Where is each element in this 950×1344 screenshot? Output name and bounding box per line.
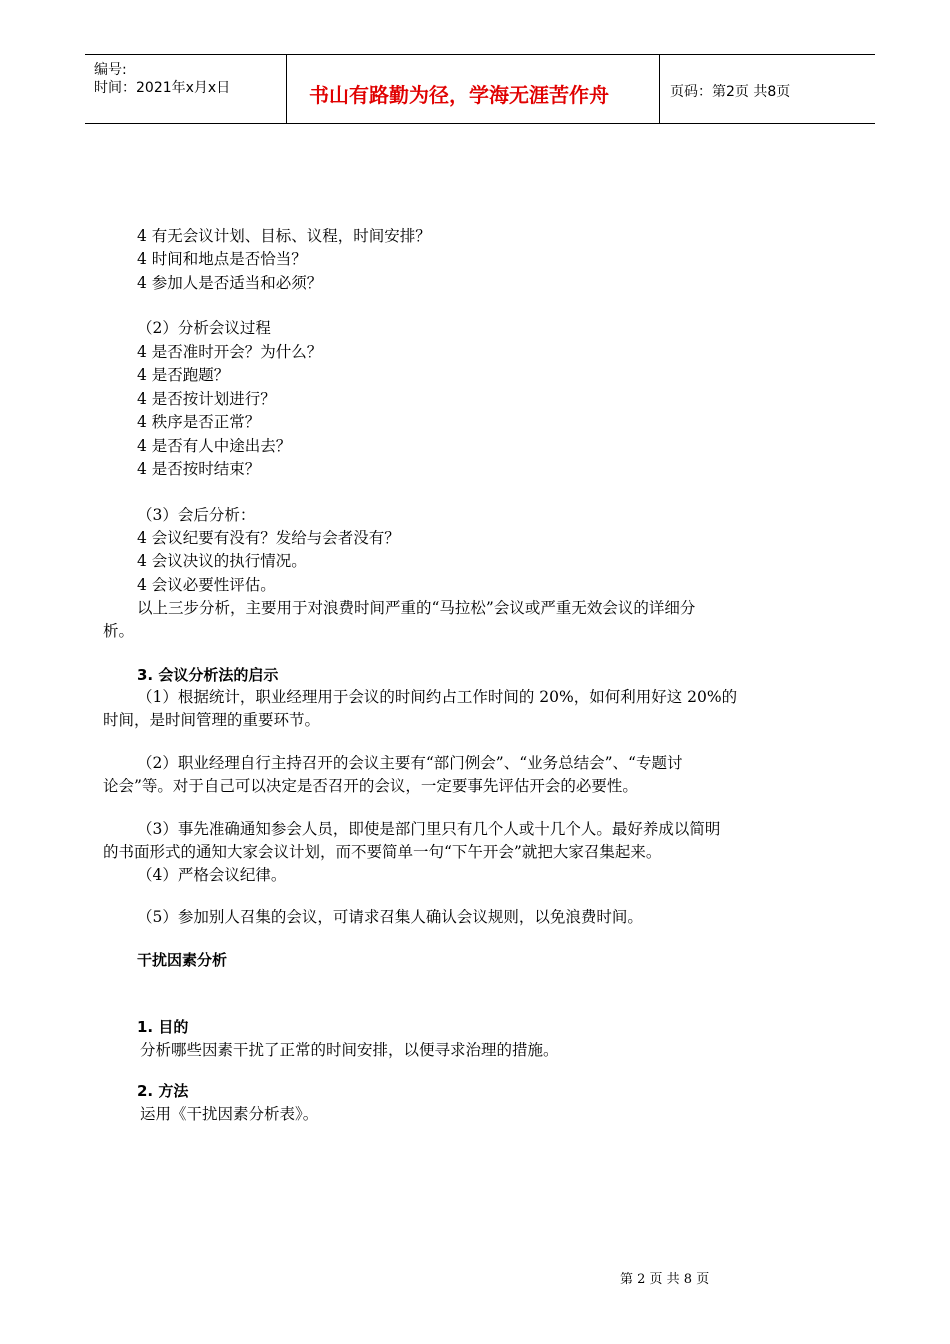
paragraph-line: 析。 (103, 622, 135, 640)
motto: 书山有路勤为径，学海无涯苦作舟 (309, 83, 609, 107)
paragraph-line: 4 是否有人中途出去？ (137, 437, 292, 455)
paragraph-line: 论会”等。对于自己可以决定是否召开的会议，一定要事先评估开会的必要性。 (103, 777, 638, 795)
number-label: 编号: (94, 62, 127, 78)
paragraph-line: 分析哪些因素干扰了正常的时间安排，以便寻求治理的措施。 (140, 1041, 559, 1059)
section-heading: 干扰因素分析 (137, 951, 228, 969)
paragraph-line: （3）事先准确通知参会人员，即使是部门里只有几个人或十几个人。最好养成以简明 (137, 820, 721, 838)
paragraph-line: 4 是否按时结束？ (137, 460, 261, 478)
paragraph-line: 4 会议决议的执行情况。 (137, 552, 307, 570)
paragraph-line: （5）参加别人召集的会议，可请求召集人确认会议规则，以免浪费时间。 (137, 908, 643, 926)
paragraph-line: 4 时间和地点是否恰当？ (137, 250, 307, 268)
paragraph-line: （4）严格会议纪律。 (137, 866, 287, 884)
page-label: 页码：第2页 共8页 (670, 84, 791, 100)
paragraph-line: 4 是否准时开会？为什么？ (137, 343, 323, 361)
paragraph-line: 4 秩序是否正常？ (137, 413, 261, 431)
page-footer: 第 2 页 共 8 页 (620, 1272, 710, 1287)
paragraph-line: 时间，是时间管理的重要环节。 (103, 711, 321, 729)
paragraph-line: 4 是否按计划进行？ (137, 390, 276, 408)
paragraph-line: 4 有无会议计划、目标、议程，时间安排？ (137, 227, 431, 245)
time-label: 时间：2021年x月x日 (94, 80, 231, 96)
paragraph-line: 以上三步分析，主要用于对浪费时间严重的“马拉松”会议或严重无效会议的详细分 (137, 599, 696, 617)
section-heading: 2. 方法 (137, 1082, 189, 1100)
section-heading: 1. 目的 (137, 1018, 189, 1036)
paragraph-line: 的书面形式的通知大家会议计划，而不要简单一句“下午开会”就把大家召集起来。 (103, 843, 662, 861)
paragraph-line: （1）根据统计，职业经理用于会议的时间约占工作时间的 20%，如何利用好这 20%的 (137, 688, 738, 706)
section-heading: 3. 会议分析法的启示 (137, 666, 279, 684)
section-subheading: （3）会后分析： (137, 506, 256, 524)
paragraph-line: 运用《干扰因素分析表》。 (140, 1105, 319, 1123)
paragraph-line: 4 会议纪要有没有？发给与会者没有？ (137, 529, 400, 547)
paragraph-line: 4 会议必要性评估。 (137, 576, 276, 594)
paragraph-line: （2）职业经理自行主持召开的会议主要有“部门例会”、“业务总结会”、“专题讨 (137, 754, 683, 772)
paragraph-line: 4 是否跑题？ (137, 366, 230, 384)
paragraph-line: 4 参加人是否适当和必须？ (137, 274, 323, 292)
section-subheading: （2）分析会议过程 (137, 319, 271, 337)
